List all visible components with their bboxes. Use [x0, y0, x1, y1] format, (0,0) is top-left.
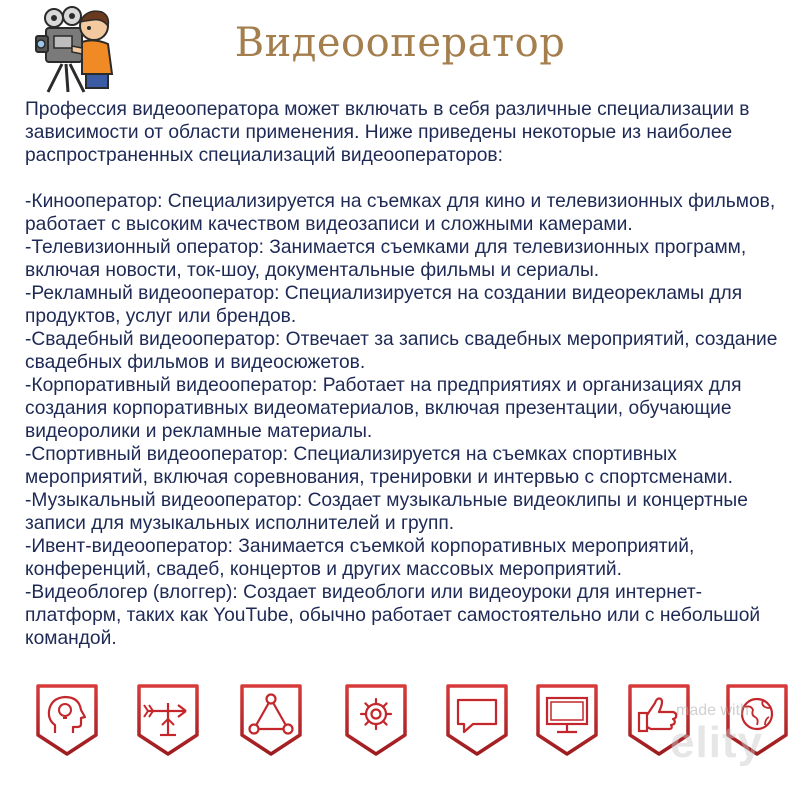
- specialization-item: -Телевизионный оператор: Занимается съемками для телевизионных программ, включая новости, ток-шоу, документальные фильмы и сериалы.: [25, 237, 747, 281]
- thumbs-up-icon: [627, 683, 691, 757]
- weather-vane-icon: [136, 683, 200, 757]
- gear-icon: [344, 683, 408, 757]
- article-body: [25, 98, 785, 650]
- watermark-made-with: made with: [676, 702, 749, 719]
- triangle-network-icon: [239, 683, 303, 757]
- paragraph-spacer: [25, 167, 785, 190]
- watermark-brand: elity: [670, 718, 764, 767]
- icons-row: [35, 683, 780, 763]
- head-lightbulb-icon: [35, 683, 99, 757]
- specialization-item: -Видеоблогер (влоггер): Создает видеоблоги или видеоуроки для интернет-платформ, таких как YouTube, обычно работает самостоятельно или с небольшой командой.: [25, 582, 761, 649]
- specialization-item: -Корпоративный видеооператор: Работает на предприятиях и организациях для создания корпоративных видеоматериалов, включая презентации, обучающие видеоролики и рекламные материалы.: [25, 375, 742, 442]
- page-title: Видеооператор: [234, 20, 566, 66]
- globe-icon: [725, 683, 789, 757]
- specialization-item: -Рекламный видеооператор: Специализируется на создании видеорекламы для продуктов, услуг или брендов.: [25, 283, 743, 327]
- speech-bubble-icon: [445, 683, 509, 757]
- specialization-item: -Свадебный видеооператор: Отвечает за запись свадебных мероприятий, создание свадебных фильмов и видеосюжетов.: [25, 329, 778, 373]
- specialization-item: -Кинооператор: Специализируется на съемках для кино и телевизионных фильмов, работает с высоким качеством видеозаписи и сложными камерами.: [25, 191, 776, 235]
- specialization-item: -Ивент-видеооператор: Занимается съемкой корпоративных мероприятий, конференций, свадеб, концертов и других массовых мероприятий.: [25, 536, 695, 580]
- monitor-icon: [535, 683, 599, 757]
- specialization-item: -Музыкальный видеооператор: Создает музыкальные видеоклипы и концертные записи для музыкальных исполнителей и групп.: [25, 490, 748, 534]
- specialization-item: -Спортивный видеооператор: Специализируется на съемках спортивных мероприятий, включая соревнования, тренировки и интервью с спортсменами.: [25, 444, 733, 488]
- intro-paragraph: Профессия видеооператора может включать в себя различные специализации в зависимости от области применения. Ниже приведены некоторые из наиболее распространенных специализаций видеооператоров:: [25, 99, 750, 166]
